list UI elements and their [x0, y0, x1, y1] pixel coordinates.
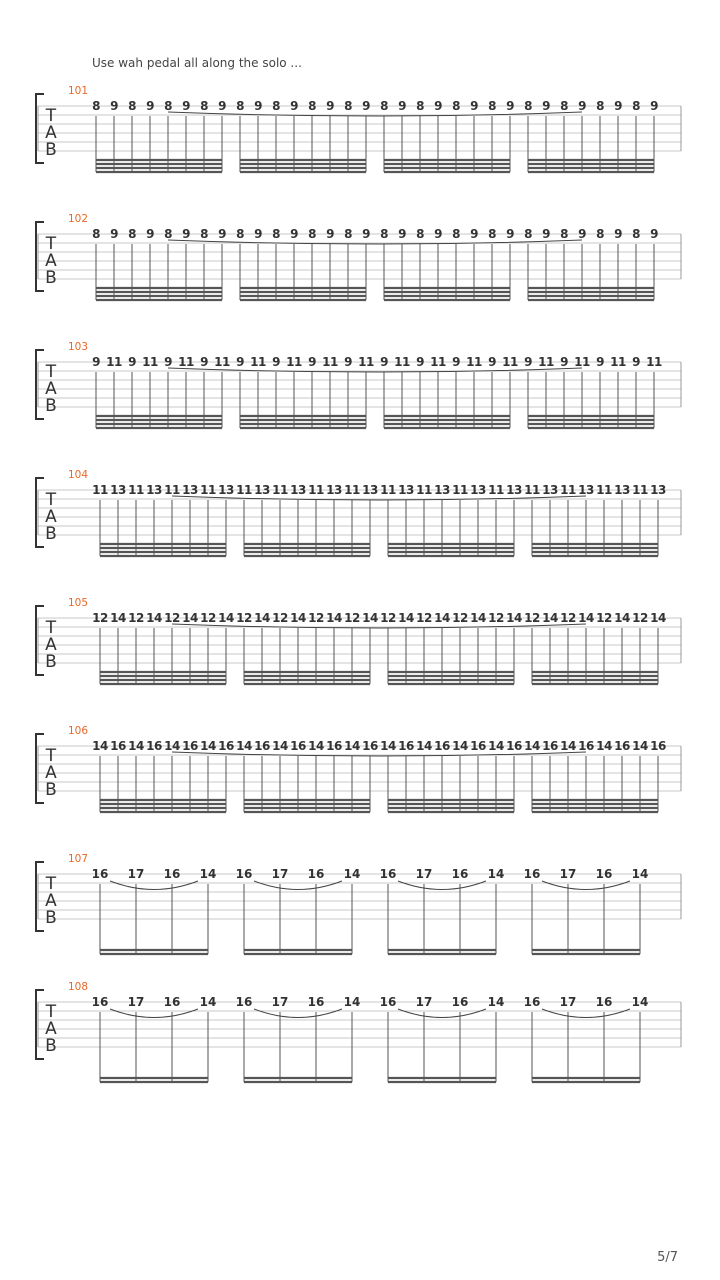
tab-clef-letter: T — [45, 362, 57, 382]
fret-number: 16 — [523, 867, 541, 881]
fret-number: 14 — [470, 611, 486, 625]
fret-number: 8 — [308, 99, 316, 113]
fret-number: 8 — [344, 227, 352, 241]
fret-number: 16 — [595, 995, 613, 1009]
fret-number: 8 — [92, 99, 100, 113]
tab-clef-letter: B — [45, 140, 57, 160]
fret-number: 13 — [326, 483, 342, 497]
fret-number: 12 — [560, 611, 576, 625]
fret-number: 14 — [164, 739, 180, 753]
fret-number: 16 — [542, 739, 558, 753]
fret-number: 16 — [451, 995, 469, 1009]
fret-number: 8 — [452, 99, 460, 113]
tab-clef-letter: B — [45, 908, 57, 928]
fret-number: 9 — [182, 227, 190, 241]
fret-number: 16 — [398, 739, 414, 753]
fret-number: 16 — [91, 995, 109, 1009]
fret-number: 13 — [110, 483, 126, 497]
fret-number: 16 — [307, 867, 325, 881]
tab-clef-letter: T — [45, 490, 57, 510]
tab-clef-letter: T — [45, 746, 57, 766]
fret-number: 13 — [182, 483, 198, 497]
fret-number: 9 — [254, 227, 262, 241]
fret-number: 9 — [506, 227, 514, 241]
fret-number: 9 — [218, 99, 226, 113]
fret-number: 8 — [416, 99, 424, 113]
fret-number: 14 — [128, 739, 144, 753]
fret-number: 11 — [200, 483, 216, 497]
fret-number: 16 — [235, 867, 253, 881]
fret-number: 12 — [200, 611, 216, 625]
fret-number: 16 — [506, 739, 522, 753]
fret-number: 11 — [142, 355, 158, 369]
fret-number: 9 — [560, 355, 568, 369]
system-brace — [36, 862, 44, 931]
fret-number: 9 — [614, 227, 622, 241]
measure-number: 105 — [68, 597, 89, 609]
fret-number: 8 — [524, 99, 532, 113]
legato-slur — [398, 881, 486, 890]
fret-number: 11 — [394, 355, 410, 369]
fret-number: 14 — [398, 611, 414, 625]
legato-slur — [542, 881, 630, 890]
fret-number: 13 — [146, 483, 162, 497]
fret-number: 8 — [560, 99, 568, 113]
legato-slur — [110, 1009, 198, 1018]
fret-number: 8 — [200, 99, 208, 113]
fret-number: 12 — [632, 611, 648, 625]
tab-clef-letter: A — [45, 1019, 57, 1039]
fret-number: 16 — [146, 739, 162, 753]
fret-number: 14 — [488, 739, 504, 753]
fret-number: 16 — [235, 995, 253, 1009]
fret-number: 14 — [524, 739, 540, 753]
fret-number: 8 — [92, 227, 100, 241]
fret-number: 11 — [178, 355, 194, 369]
fret-number: 16 — [110, 739, 126, 753]
fret-number: 16 — [523, 995, 541, 1009]
system-brace — [36, 222, 44, 291]
tab-clef-letter: A — [45, 635, 57, 655]
tab-clef-letter: A — [45, 763, 57, 783]
fret-number: 14 — [632, 739, 648, 753]
fret-number: 12 — [380, 611, 396, 625]
fret-number: 12 — [272, 611, 288, 625]
fret-number: 12 — [524, 611, 540, 625]
fret-number: 11 — [524, 483, 540, 497]
fret-number: 9 — [614, 99, 622, 113]
tab-clef-letter: B — [45, 652, 57, 672]
fret-number: 11 — [358, 355, 374, 369]
fret-number: 9 — [92, 355, 100, 369]
tab-clef-letter: B — [45, 396, 57, 416]
fret-number: 16 — [163, 867, 181, 881]
fret-number: 11 — [322, 355, 338, 369]
measure-number: 103 — [68, 341, 89, 353]
system-brace — [36, 478, 44, 547]
fret-number: 9 — [398, 99, 406, 113]
fret-number: 13 — [470, 483, 486, 497]
fret-number: 9 — [326, 227, 334, 241]
system-brace — [36, 606, 44, 675]
fret-number: 13 — [362, 483, 378, 497]
fret-number: 16 — [470, 739, 486, 753]
fret-number: 16 — [451, 867, 469, 881]
fret-number: 14 — [272, 739, 288, 753]
fret-number: 14 — [596, 739, 612, 753]
fret-number: 9 — [146, 227, 154, 241]
fret-number: 11 — [344, 483, 360, 497]
fret-number: 11 — [596, 483, 612, 497]
fret-number: 9 — [434, 227, 442, 241]
measure-number: 106 — [68, 725, 89, 737]
fret-number: 16 — [362, 739, 378, 753]
fret-number: 9 — [434, 99, 442, 113]
fret-number: 8 — [488, 99, 496, 113]
fret-number: 12 — [164, 611, 180, 625]
fret-number: 14 — [199, 867, 217, 881]
fret-number: 8 — [488, 227, 496, 241]
fret-number: 8 — [236, 227, 244, 241]
fret-number: 11 — [128, 483, 144, 497]
fret-number: 8 — [596, 227, 604, 241]
fret-number: 9 — [398, 227, 406, 241]
fret-number: 12 — [416, 611, 432, 625]
fret-number: 14 — [218, 611, 234, 625]
fret-number: 9 — [650, 227, 658, 241]
fret-number: 14 — [308, 739, 324, 753]
fret-number: 16 — [614, 739, 630, 753]
fret-number: 11 — [452, 483, 468, 497]
tab-clef-letter: B — [45, 268, 57, 288]
fret-number: 12 — [596, 611, 612, 625]
fret-number: 9 — [128, 355, 136, 369]
system-brace — [36, 350, 44, 419]
fret-number: 11 — [646, 355, 662, 369]
fret-number: 8 — [416, 227, 424, 241]
fret-number: 12 — [236, 611, 252, 625]
fret-number: 8 — [452, 227, 460, 241]
fret-number: 17 — [127, 995, 145, 1009]
tab-clef-letter: T — [45, 618, 57, 638]
fret-number: 11 — [236, 483, 252, 497]
fret-number: 14 — [416, 739, 432, 753]
tab-clef-letter: B — [45, 780, 57, 800]
fret-number: 8 — [308, 227, 316, 241]
fret-number: 8 — [632, 99, 640, 113]
fret-number: 8 — [164, 99, 172, 113]
fret-number: 12 — [452, 611, 468, 625]
fret-number: 14 — [110, 611, 126, 625]
fret-number: 9 — [110, 99, 118, 113]
fret-number: 14 — [560, 739, 576, 753]
fret-number: 16 — [182, 739, 198, 753]
performance-instruction: Use wah pedal all along the solo ... — [92, 56, 302, 70]
fret-number: 9 — [470, 99, 478, 113]
fret-number: 14 — [578, 611, 594, 625]
fret-number: 14 — [506, 611, 522, 625]
tab-clef-letter: A — [45, 251, 57, 271]
fret-number: 14 — [200, 739, 216, 753]
fret-number: 11 — [92, 483, 108, 497]
fret-number: 13 — [650, 483, 666, 497]
fret-number: 14 — [326, 611, 342, 625]
fret-number: 13 — [398, 483, 414, 497]
fret-number: 9 — [218, 227, 226, 241]
fret-number: 11 — [416, 483, 432, 497]
fret-number: 16 — [578, 739, 594, 753]
fret-number: 12 — [488, 611, 504, 625]
fret-number: 13 — [218, 483, 234, 497]
fret-number: 8 — [128, 99, 136, 113]
fret-number: 9 — [272, 355, 280, 369]
fret-number: 14 — [542, 611, 558, 625]
fret-number: 9 — [182, 99, 190, 113]
fret-number: 11 — [308, 483, 324, 497]
fret-number: 9 — [164, 355, 172, 369]
fret-number: 8 — [380, 227, 388, 241]
fret-number: 16 — [595, 867, 613, 881]
fret-number: 9 — [254, 99, 262, 113]
fret-number: 9 — [632, 355, 640, 369]
fret-number: 16 — [379, 867, 397, 881]
fret-number: 14 — [631, 867, 649, 881]
tab-clef-letter: A — [45, 507, 57, 527]
fret-number: 14 — [487, 867, 505, 881]
fret-number: 8 — [272, 227, 280, 241]
fret-number: 17 — [559, 867, 577, 881]
fret-number: 8 — [344, 99, 352, 113]
fret-number: 9 — [452, 355, 460, 369]
fret-number: 9 — [524, 355, 532, 369]
fret-number: 9 — [110, 227, 118, 241]
fret-number: 16 — [254, 739, 270, 753]
measure-number: 107 — [68, 853, 89, 865]
fret-number: 9 — [506, 99, 514, 113]
fret-number: 17 — [271, 867, 289, 881]
fret-number: 11 — [488, 483, 504, 497]
fret-number: 16 — [326, 739, 342, 753]
fret-number: 13 — [506, 483, 522, 497]
fret-number: 16 — [650, 739, 666, 753]
fret-number: 12 — [92, 611, 108, 625]
fret-number: 9 — [578, 99, 586, 113]
system-brace — [36, 734, 44, 803]
fret-number: 9 — [326, 99, 334, 113]
fret-number: 11 — [164, 483, 180, 497]
fret-number: 9 — [236, 355, 244, 369]
fret-number: 9 — [308, 355, 316, 369]
fret-number: 14 — [290, 611, 306, 625]
fret-number: 14 — [236, 739, 252, 753]
fret-number: 11 — [560, 483, 576, 497]
tab-clef-letter: T — [45, 1002, 57, 1022]
fret-number: 14 — [182, 611, 198, 625]
fret-number: 13 — [290, 483, 306, 497]
fret-number: 14 — [631, 995, 649, 1009]
page-number: 5/7 — [657, 1250, 678, 1265]
fret-number: 14 — [92, 739, 108, 753]
fret-number: 14 — [380, 739, 396, 753]
fret-number: 14 — [452, 739, 468, 753]
fret-number: 16 — [434, 739, 450, 753]
fret-number: 9 — [200, 355, 208, 369]
fret-number: 14 — [614, 611, 630, 625]
fret-number: 11 — [214, 355, 230, 369]
fret-number: 13 — [434, 483, 450, 497]
fret-number: 8 — [380, 99, 388, 113]
fret-number: 14 — [343, 995, 361, 1009]
fret-number: 9 — [470, 227, 478, 241]
system-brace — [36, 990, 44, 1059]
legato-slur — [398, 1009, 486, 1018]
fret-number: 14 — [344, 739, 360, 753]
fret-number: 8 — [632, 227, 640, 241]
fret-number: 9 — [290, 99, 298, 113]
fret-number: 8 — [524, 227, 532, 241]
fret-number: 16 — [91, 867, 109, 881]
fret-number: 11 — [466, 355, 482, 369]
fret-number: 11 — [574, 355, 590, 369]
fret-number: 17 — [127, 867, 145, 881]
fret-number: 11 — [538, 355, 554, 369]
fret-number: 9 — [344, 355, 352, 369]
fret-number: 16 — [307, 995, 325, 1009]
fret-number: 9 — [362, 227, 370, 241]
legato-slur — [254, 1009, 342, 1018]
fret-number: 16 — [163, 995, 181, 1009]
fret-number: 8 — [272, 99, 280, 113]
fret-number: 17 — [415, 867, 433, 881]
fret-number: 13 — [614, 483, 630, 497]
fret-number: 14 — [254, 611, 270, 625]
fret-number: 9 — [380, 355, 388, 369]
legato-slur — [542, 1009, 630, 1018]
system-brace — [36, 94, 44, 163]
fret-number: 16 — [290, 739, 306, 753]
fret-number: 14 — [199, 995, 217, 1009]
fret-number: 11 — [430, 355, 446, 369]
measure-number: 101 — [68, 85, 89, 97]
fret-number: 14 — [343, 867, 361, 881]
legato-slur — [254, 881, 342, 890]
tab-clef-letter: B — [45, 1036, 57, 1056]
fret-number: 14 — [487, 995, 505, 1009]
tab-clef-letter: B — [45, 524, 57, 544]
fret-number: 9 — [596, 355, 604, 369]
fret-number: 9 — [488, 355, 496, 369]
fret-number: 8 — [560, 227, 568, 241]
tab-clef-letter: A — [45, 123, 57, 143]
fret-number: 8 — [164, 227, 172, 241]
fret-number: 16 — [379, 995, 397, 1009]
fret-number: 9 — [362, 99, 370, 113]
fret-number: 17 — [415, 995, 433, 1009]
fret-number: 9 — [146, 99, 154, 113]
fret-number: 8 — [596, 99, 604, 113]
fret-number: 14 — [434, 611, 450, 625]
fret-number: 13 — [254, 483, 270, 497]
tab-clef-letter: A — [45, 891, 57, 911]
fret-number: 16 — [218, 739, 234, 753]
measure-number: 108 — [68, 981, 89, 993]
fret-number: 13 — [542, 483, 558, 497]
fret-number: 8 — [236, 99, 244, 113]
fret-number: 12 — [308, 611, 324, 625]
fret-number: 9 — [416, 355, 424, 369]
tab-clef-letter: T — [45, 234, 57, 254]
measure-number: 104 — [68, 469, 89, 481]
fret-number: 17 — [559, 995, 577, 1009]
fret-number: 11 — [502, 355, 518, 369]
fret-number: 9 — [578, 227, 586, 241]
fret-number: 8 — [200, 227, 208, 241]
fret-number: 11 — [380, 483, 396, 497]
fret-number: 9 — [542, 227, 550, 241]
fret-number: 11 — [632, 483, 648, 497]
fret-number: 11 — [250, 355, 266, 369]
tab-clef-letter: A — [45, 379, 57, 399]
tab-clef-letter: T — [45, 874, 57, 894]
fret-number: 14 — [650, 611, 666, 625]
fret-number: 11 — [286, 355, 302, 369]
fret-number: 11 — [272, 483, 288, 497]
fret-number: 9 — [290, 227, 298, 241]
fret-number: 14 — [362, 611, 378, 625]
fret-number: 14 — [146, 611, 162, 625]
tab-clef-letter: T — [45, 106, 57, 126]
fret-number: 13 — [578, 483, 594, 497]
legato-slur — [110, 881, 198, 890]
fret-number: 9 — [542, 99, 550, 113]
measure-number: 102 — [68, 213, 89, 225]
fret-number: 11 — [610, 355, 626, 369]
fret-number: 9 — [650, 99, 658, 113]
fret-number: 11 — [106, 355, 122, 369]
fret-number: 8 — [128, 227, 136, 241]
fret-number: 12 — [344, 611, 360, 625]
fret-number: 12 — [128, 611, 144, 625]
fret-number: 17 — [271, 995, 289, 1009]
